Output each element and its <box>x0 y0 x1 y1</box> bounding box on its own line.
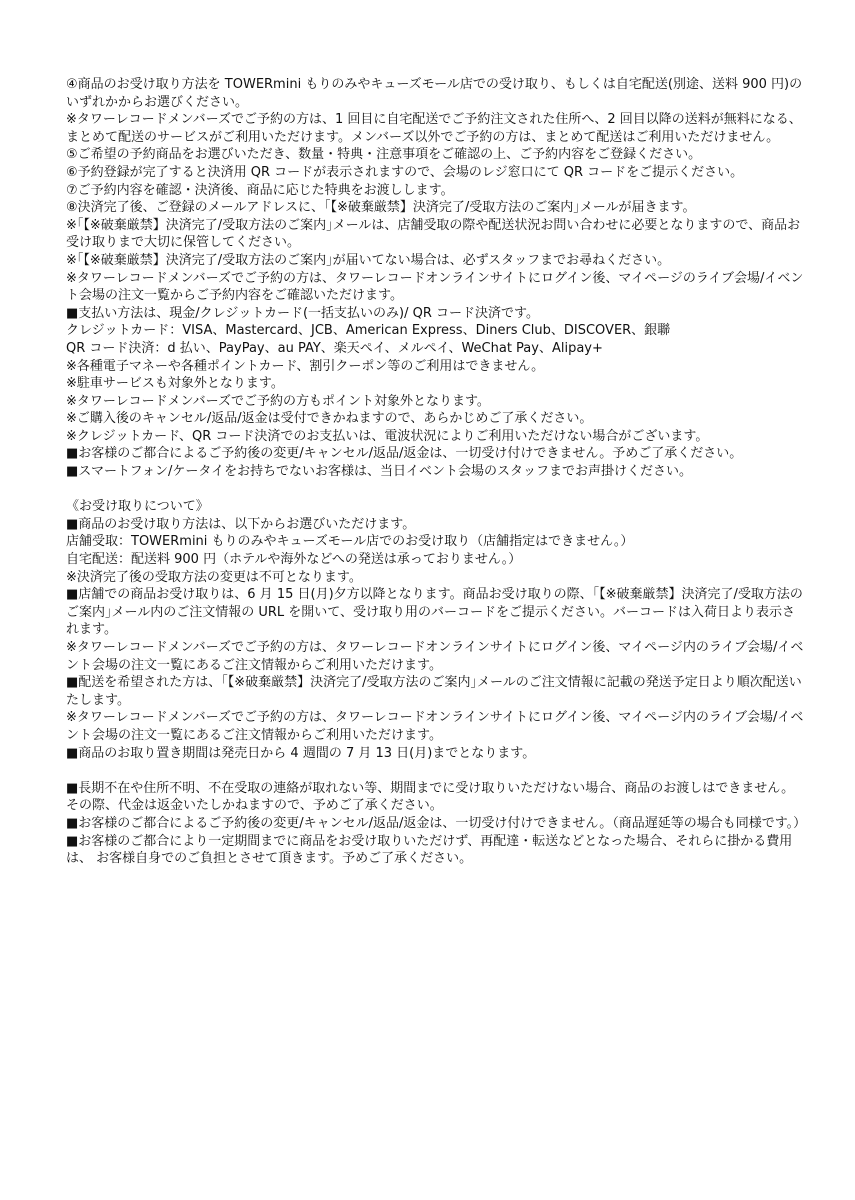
home-delivery: 自宅配送：配送料 900 円（ホテルや海外などへの発送は承っておりません。） <box>66 552 522 568</box>
store-pickup-date: ■店舗での商品お受け取りは、6 月 15 日(月)夕方以降となります。商品お受け取りの際、｢【※破棄厳禁】決済完了/受取方法のご案内｣メール内のご注文情報の URL を開いて、受け取り用のバーコードをご提示ください。バーコードは入荷日より表示されます。 <box>66 587 803 638</box>
store-pickup: 店舗受取：TOWERmini もりのみやキューズモール店でのお受け取り（店舗指定はできません。） <box>66 534 634 550</box>
step-8-email: ⑧決済完了後、ご登録のメールアドレスに、｢【※破棄厳禁】決済完了/受取方法のご案内｣メールが届きます。 <box>66 200 696 216</box>
redelivery-cost-note: ■お客様のご都合により一定期間までに商品をお受け取りいただけず、再配達・転送などとなった場合、それらに掛かる費用は、 お客様自身でのご負担とさせて頂きます。予めご了承ください。 <box>66 833 793 867</box>
e-money-note: ※各種電子マネーや各種ポイントカード、割引クーポン等のご利用はできません。 <box>66 358 545 374</box>
terms-section <box>66 780 806 868</box>
points-note: ※タワーレコードメンバーズでご予約の方もポイント対象外となります。 <box>66 393 490 409</box>
no-changes-note: ■お客様のご都合によるご予約後の変更/キャンセル/返品/返金は、一切受け付けできません。予めご了承ください。 <box>66 446 743 462</box>
delivery-schedule: ■配送を希望された方は、｢【※破棄厳禁】決済完了/受取方法のご案内｣メールのご注文情報に記載の発送予定日より順次配送いたします。 <box>66 675 802 708</box>
qr-payment-brands: QR コード決済：d 払い、PayPay、au PAY、楽天ペイ、メルペイ、WeChat Pay、Alipay+ <box>66 340 603 356</box>
no-smartphone-note: ■スマートフォン/ケータイをお持ちでないお客様は、当日イベント会場のスタッフまでお声掛けください。 <box>66 464 692 480</box>
members-pickup-note: ※タワーレコードメンバーズでご予約の方は、タワーレコードオンラインサイトにログイン後、マイページ内のライブ会場/イベント会場の注文一覧にあるご注文情報からご利用いただけます。 <box>66 640 804 673</box>
section-gap <box>66 481 806 499</box>
receipt-methods-intro: ■商品のお受け取り方法は、以下からお選びいただけます。 <box>66 516 416 532</box>
section-gap <box>66 762 806 780</box>
document-page <box>66 76 806 868</box>
step-4-receipt-method: ④商品のお受け取り方法を TOWERmini もりのみやキューズモール店での受け取り、もしくは自宅配送(別途、送料 900 円)のいずれかからお選びください。 <box>66 77 803 110</box>
credit-card-brands: クレジットカード：VISA、Mastercard、JCB、American Express、Diners Club、DISCOVER、銀聯 <box>66 323 671 339</box>
receipt-section <box>66 498 806 762</box>
step-5-select-items: ⑤ご希望の予約商品をお選びいただき、数量・特典・注意事項をご確認の上、ご予約内容をご登録ください。 <box>66 147 702 163</box>
hold-period: ■商品のお取り置き期間は発売日から 4 週間の 7 月 13 日(月)までとなります。 <box>66 745 536 761</box>
members-bundled-shipping-note: ※タワーレコードメンバーズでご予約の方は、1 回目に自宅配送でご予約注文された住所へ、2 回目以降の送料が無料になる、まとめて配送のサービスがご利用いただけます。メンバーズ以外でご予約の方は、まとめて配送はご利用いただけません。 <box>66 112 802 145</box>
cancellation-note: ※ご購入後のキャンセル/返品/返金は受付できかねますので、あらかじめご了承ください。 <box>66 411 593 427</box>
signal-note: ※クレジットカード、QR コード決済でのお支払いは、電波状況によりご利用いただけない場合がございます。 <box>66 428 709 444</box>
members-delivery-note: ※タワーレコードメンバーズでご予約の方は、タワーレコードオンラインサイトにログイン後、マイページ内のライブ会場/イベント会場の注文一覧にあるご注文情報からご利用いただけます。 <box>66 710 804 743</box>
parking-note: ※駐車サービスも対象外となります。 <box>66 376 284 392</box>
email-keep-note: ※｢【※破棄厳禁】決済完了/受取方法のご案内｣メールは、店舗受取の際や配送状況お問い合わせに必要となりますので、商品お受け取りまで大切に保管してください。 <box>66 217 801 251</box>
reservation-steps-section <box>66 76 806 481</box>
unclaimed-note: ■長期不在や住所不明、不在受取の連絡が取れない等、期間までに受け取りいただけない場合、商品のお渡しはできません。その際、代金は返金いたしかねますので、予めご了承ください。 <box>66 780 795 814</box>
step-6-qr-code: ⑥予約登録が完了すると決済用 QR コードが表示されますので、会場のレジ窓口にて QR コードをご提示ください。 <box>66 164 744 180</box>
step-7-bonus: ⑦ご予約内容を確認・決済後、商品に応じた特典をお渡しします。 <box>66 182 454 198</box>
email-not-received-note: ※｢【※破棄厳禁】決済完了/受取方法のご案内｣が届いてない場合は、必ずスタッフまでお尋ねください。 <box>66 252 671 268</box>
receipt-heading: 《お受け取りについて》 <box>66 499 209 515</box>
members-order-check-note: ※タワーレコードメンバーズでご予約の方は、タワーレコードオンラインサイトにログイン後、マイページのライブ会場/イベント会場の注文一覧からご予約内容をご確認いただけます。 <box>66 270 804 304</box>
no-changes-delay-note: ■お客様のご都合によるご予約後の変更/キャンセル/返品/返金は、一切受け付けできません。（商品遅延等の場合も同様です。） <box>66 815 807 831</box>
no-method-change-note: ※決済完了後の受取方法の変更は不可となります。 <box>66 569 362 585</box>
payment-methods: ■支払い方法は、現金/クレジットカード(一括支払いのみ)/ QR コード決済です。 <box>66 305 539 321</box>
